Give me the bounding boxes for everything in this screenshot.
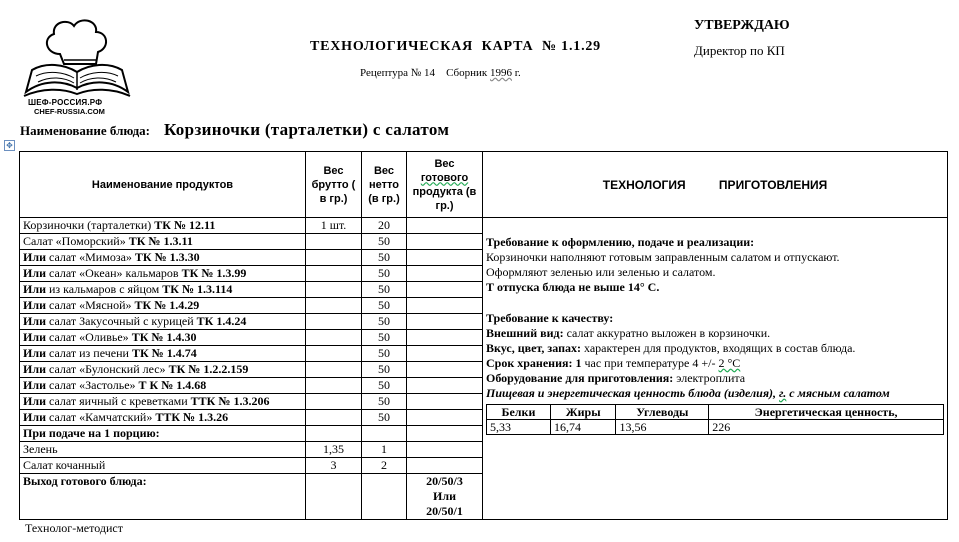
output-value: 20/50/3 Или 20/50/1 [407,474,483,520]
brutto-cell [306,426,362,442]
netto-cell: 50 [362,282,407,298]
equipment-line: Оборудование для приготовления: электроплита [486,371,746,385]
ready-cell [407,362,483,378]
brutto-cell [306,234,362,250]
product-name: Или салат из печени ТК № 1.4.74 [20,346,306,362]
footer-signature: Технолог-методист [25,521,123,535]
design-line-2: Оформляют зеленью или зеленью и салатом. [486,265,716,279]
product-name: Салат кочанный [20,458,306,474]
product-name: Или салат «Застолье» Т К № 1.4.68 [20,378,306,394]
ready-cell [407,330,483,346]
ready-cell [407,346,483,362]
quality-title: Требование к качеству: [486,311,614,325]
ready-cell [407,410,483,426]
netto-cell: 50 [362,298,407,314]
nutrition-header: Энергетическая ценность, [709,405,944,420]
product-name: Или салат «Оливье» ТК № 1.4.30 [20,330,306,346]
chef-hat-book-icon [22,14,132,100]
table-move-handle-icon[interactable]: ✥ [4,140,15,151]
product-name: Или салат яичный с креветками ТТК № 1.3.206 [20,394,306,410]
storage-line: Срок хранения: 1 час при температуре 4 +/- 2 °С [486,356,741,370]
header-ready: Вес готового продукта (в гр.) [407,152,483,218]
approve-heading: УТВЕРЖДАЮ [694,18,790,33]
netto-cell: 2 [362,458,407,474]
product-name: Или салат «Камчатский» ТТК № 1.3.26 [20,410,306,426]
brutto-cell [306,378,362,394]
dish-name: Корзиночки (тарталетки) с салатом [163,120,450,139]
product-name: Или салат «Мясной» ТК № 1.4.29 [20,298,306,314]
year-suffix: г. [512,67,521,79]
collection-label: Сборник [446,67,488,79]
netto-cell: 50 [362,410,407,426]
nutrition-header: Углеводы [616,405,709,420]
product-name: Корзиночки (тарталетки) ТК № 12.11 [20,218,306,234]
brutto-cell [306,394,362,410]
ready-cell [407,442,483,458]
serving-label: При подаче на 1 порцию: [20,426,306,442]
card-title: ТЕХНОЛОГИЧЕСКАЯ КАРТА № 1.1.29 [310,39,601,54]
brutto-cell: 3 [306,458,362,474]
brutto-cell [306,346,362,362]
product-name: Салат «Поморский» ТК № 1.3.11 [20,234,306,250]
header-netto: Вес нетто (в гр.) [362,152,407,218]
netto-cell: 50 [362,378,407,394]
nutrition-table [486,404,944,435]
brutto-cell [306,266,362,282]
logo-text-en: CHEF-RUSSIA.COM [34,107,105,116]
table-row [20,218,948,234]
netto-cell: 50 [362,394,407,410]
product-name: Или салат Закусочный с курицей ТК 1.4.24 [20,314,306,330]
brutto-cell [306,410,362,426]
chef-russia-logo [22,14,132,118]
netto-cell [362,426,407,442]
brutto-cell: 1,35 [306,442,362,458]
ready-cell [407,298,483,314]
director-label: Директор по КП [694,43,785,58]
nutrition-value: 226 [709,420,944,435]
netto-cell: 50 [362,234,407,250]
netto-cell: 50 [362,266,407,282]
technology-cell [483,218,948,520]
brutto-cell [306,250,362,266]
ready-cell [407,282,483,298]
energy-title: Пищевая и энергетическая ценность блюда (изделия), г. с мясным салатом [486,386,890,400]
design-line-1: Корзиночки наполняют готовым заправленным салатом и отпускают. [486,250,840,264]
look-line: Внешний вид: салат аккуратно выложен в корзиночки. [486,326,771,340]
product-name: Или салат «Булонский лес» ТК № 1.2.2.159 [20,362,306,378]
header-brutto: Вес брутто ( в гр.) [306,152,362,218]
ready-cell [407,234,483,250]
card-subtitle [360,67,521,79]
ready-cell [407,218,483,234]
nutrition-header: Жиры [550,405,616,420]
netto-cell: 50 [362,362,407,378]
nutrition-value: 13,56 [616,420,709,435]
taste-line: Вкус, цвет, запах: характерен для продуктов, входящих в состав блюда. [486,341,856,355]
design-title: Требование к оформлению, подаче и реализации: [486,235,755,249]
netto-cell: 1 [362,442,407,458]
nutrition-header: Белки [487,405,551,420]
brutto-cell [306,474,362,520]
product-name: Или салат «Океан» кальмаров ТК № 1.3.99 [20,266,306,282]
brutto-cell [306,362,362,378]
brutto-cell [306,282,362,298]
netto-cell: 50 [362,346,407,362]
collection-year: 1996 [490,67,512,79]
netto-cell [362,474,407,520]
netto-cell: 50 [362,330,407,346]
netto-cell: 50 [362,314,407,330]
header-technology: ТЕХНОЛОГИЯ ПРИГОТОВЛЕНИЯ [483,152,948,218]
netto-cell: 50 [362,250,407,266]
output-label: Выход готового блюда: [20,474,306,520]
ready-cell [407,458,483,474]
tech-card-table [19,151,948,520]
header-product: Наименование продуктов [20,152,306,218]
dish-line [20,120,449,140]
recipe-number: Рецептура № 14 [360,67,436,79]
logo-text-ru: ШЕФ-РОССИЯ.РФ [28,98,103,107]
product-name: Или из кальмаров с яйцом ТК № 1.3.114 [20,282,306,298]
ready-cell [407,250,483,266]
brutto-cell [306,330,362,346]
brutto-cell [306,298,362,314]
brutto-cell: 1 шт. [306,218,362,234]
nutrition-value: 16,74 [550,420,616,435]
dish-label: Наименование блюда: [20,123,150,138]
product-name: Зелень [20,442,306,458]
brutto-cell [306,314,362,330]
design-line-3: Т отпуска блюда не выше 14° С. [486,280,660,294]
nutrition-value: 5,33 [487,420,551,435]
product-name: Или салат «Мимоза» ТК № 1.3.30 [20,250,306,266]
ready-cell [407,394,483,410]
ready-cell [407,314,483,330]
netto-cell: 20 [362,218,407,234]
ready-cell [407,378,483,394]
ready-cell [407,426,483,442]
ready-cell [407,266,483,282]
